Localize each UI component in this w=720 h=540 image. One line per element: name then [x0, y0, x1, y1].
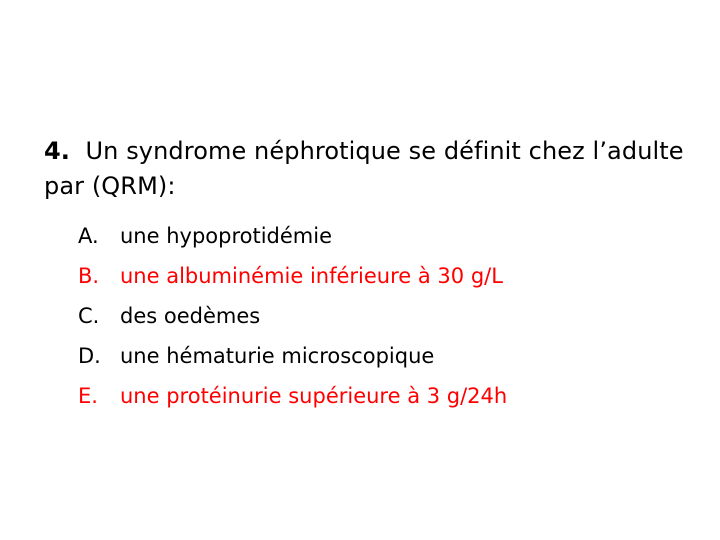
option-letter: B.	[78, 264, 100, 288]
question	[44, 134, 684, 204]
option-a	[78, 216, 507, 256]
option-letter: A.	[78, 224, 99, 248]
option-text: une albuminémie inférieure à 30 g/L	[120, 264, 503, 288]
answer-options	[78, 216, 507, 416]
option-c	[78, 296, 507, 336]
option-text: des oedèmes	[120, 304, 261, 328]
question-text: Un syndrome néphrotique se définit chez l’adulte par (QRM):	[44, 137, 684, 200]
option-letter: D.	[78, 344, 101, 368]
question-number: 4.	[44, 137, 71, 165]
option-d	[78, 336, 507, 376]
option-letter: E.	[78, 384, 98, 408]
option-text: une hématurie microscopique	[120, 344, 435, 368]
option-letter: C.	[78, 304, 100, 328]
option-text: une protéinurie supérieure à 3 g/24h	[120, 384, 508, 408]
option-b	[78, 256, 507, 296]
option-e	[78, 376, 507, 416]
option-text: une hypoprotidémie	[120, 224, 333, 248]
